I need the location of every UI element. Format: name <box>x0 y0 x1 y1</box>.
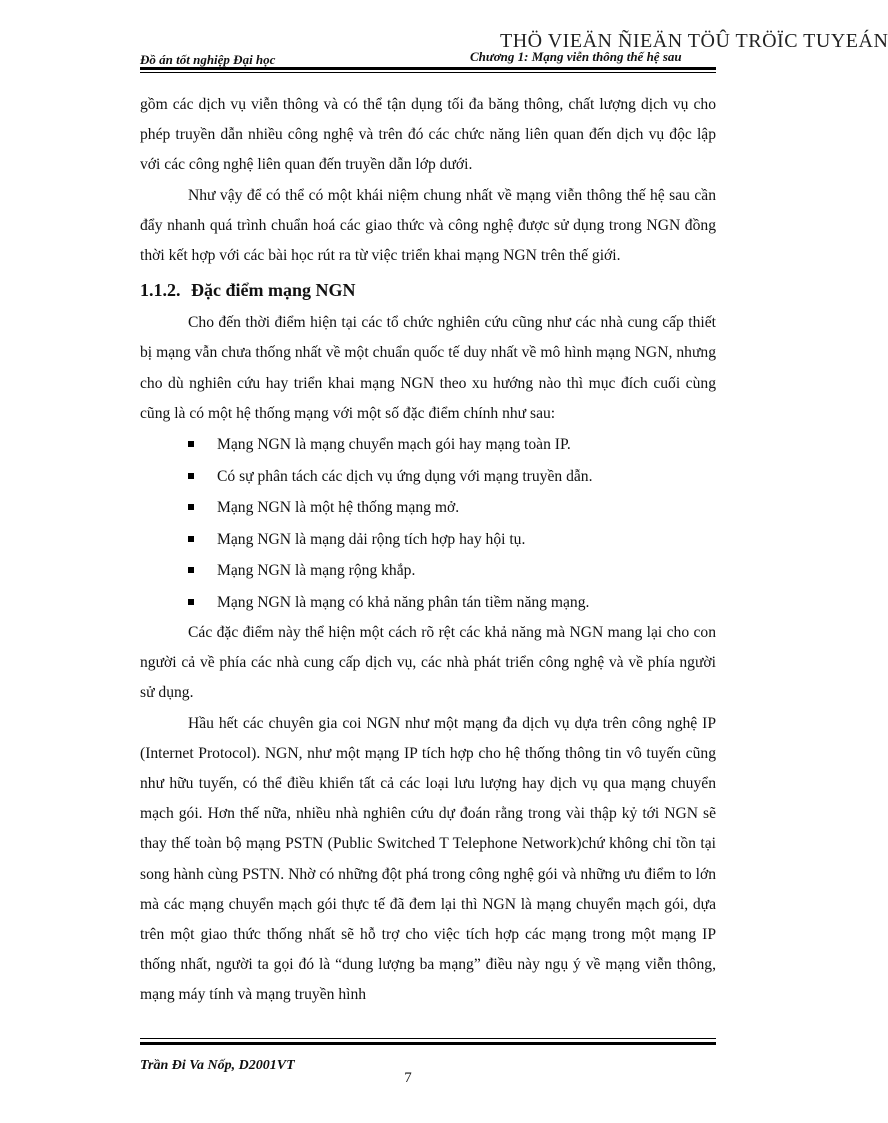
bullet-icon <box>188 567 194 573</box>
bullet-icon <box>188 441 194 447</box>
header-rule-thin <box>140 72 716 73</box>
footer-rule-thick <box>140 1042 716 1045</box>
bullet-icon <box>188 504 194 510</box>
list-item: Mạng NGN là mạng dải rộng tích hợp hay hội tụ. <box>140 524 716 556</box>
footer-author: Trần Đi Va Nốp, D2001VT <box>140 1058 295 1073</box>
watermark-text: THÖ VIEÄN ÑIEÄN TÖÛ TRÖÏC TUYEÁN <box>500 30 888 52</box>
paragraph: Hầu hết các chuyên gia coi NGN như một mạng đa dịch vụ dựa trên công nghệ IP (Internet Protocol). NGN, như một mạng IP tích hợp cho hệ thống thông tin vô tuyến cũng như hữu tuyến, có thể điều khiển tất cả các loại lưu lượng hay dịch vụ qua mạng chuyển mạch gói. Hơn thế nữa, nhiều nhà nghiên cứu dự đoán rằng trong vài thập kỷ tới NGN sẽ thay thế toàn bộ mạng PSTN (Public Switched T Telephone Network)chứ không chỉ tồn tại song hành cùng PSTN. Nhờ có những đột phá trong công nghệ gói và những ưu điểm to lớn mà các mạng chuyển mạch gói thực tế đã đem lại thì NGN là mạng chuyển mạch gói, dựa trên một giao thức thống nhất sẽ hỗ trợ cho việc tích hợp các mạng trong một mạng IP thống nhất, người ta gọi đó là “dung lượng ba mạng” điều này ngụ ý về mạng viễn thông, mạng máy tính và mạng truyền hình <box>140 714 716 1004</box>
header-chapter-title: Chương 1: Mạng viễn thông thế hệ sau <box>470 49 682 64</box>
list-item: Có sự phân tách các dịch vụ ứng dụng với mạng truyền dẫn. <box>140 461 716 493</box>
list-item: Mạng NGN là mạng rộng khắp. <box>140 555 716 587</box>
list-item: Mạng NGN là mạng chuyển mạch gói hay mạng toàn IP. <box>140 429 716 461</box>
paragraph: Như vậy để có thể có một khái niệm chung nhất về mạng viễn thông thế hệ sau cần đẩy nhanh quá trình chuẩn hoá các giao thức và công nghệ được sử dụng trong NGN đồng thời kết hợp với các bài học rút ra từ việc triển khai mạng NGN trên thế giới. <box>140 186 716 265</box>
header-document-title: Đồ án tốt nghiệp Đại học <box>140 52 276 67</box>
feature-list <box>140 429 716 618</box>
bullet-icon <box>188 536 194 542</box>
section-title: Đặc điểm mạng NGN <box>191 280 356 301</box>
list-item: Mạng NGN là một hệ thống mạng mở. <box>140 492 716 524</box>
section-heading <box>140 274 716 306</box>
header-rule-thick <box>140 67 716 70</box>
footer-rule-thin <box>140 1038 716 1039</box>
paragraph: Các đặc điểm này thể hiện một cách rõ rệt các khả năng mà NGN mang lại cho con người cả về phía các nhà cung cấp dịch vụ, các nhà phát triển công nghệ và về phía người sử dụng. <box>140 624 716 702</box>
list-item: Mạng NGN là mạng có khả năng phân tán tiềm năng mạng. <box>140 587 716 619</box>
bullet-icon <box>188 599 194 605</box>
page-number: 7 <box>404 1070 412 1086</box>
bullet-icon <box>188 473 194 479</box>
paragraph: gồm các dịch vụ viễn thông và có thể tận dụng tối đa băng thông, chất lượng dịch vụ cho phép truyền dẫn nhiều công nghệ và trên đó các chức năng liên quan đến dịch vụ độc lập với các công nghệ liên quan đến truyền dẫn lớp dưới. <box>140 96 716 174</box>
page-body <box>140 90 716 1011</box>
section-number: 1.1.2. <box>140 280 181 301</box>
paragraph: Cho đến thời điểm hiện tại các tổ chức nghiên cứu cũng như các nhà cung cấp thiết bị mạng vẫn chưa thống nhất về một chuẩn quốc tế duy nhất về mô hình mạng NGN, nhưng cho dù nghiên cứu hay triển khai mạng NGN theo xu hướng nào thì mục đích cuối cùng cũng là có một hệ thống mạng với một số đặc điểm chính như sau: <box>140 314 716 422</box>
